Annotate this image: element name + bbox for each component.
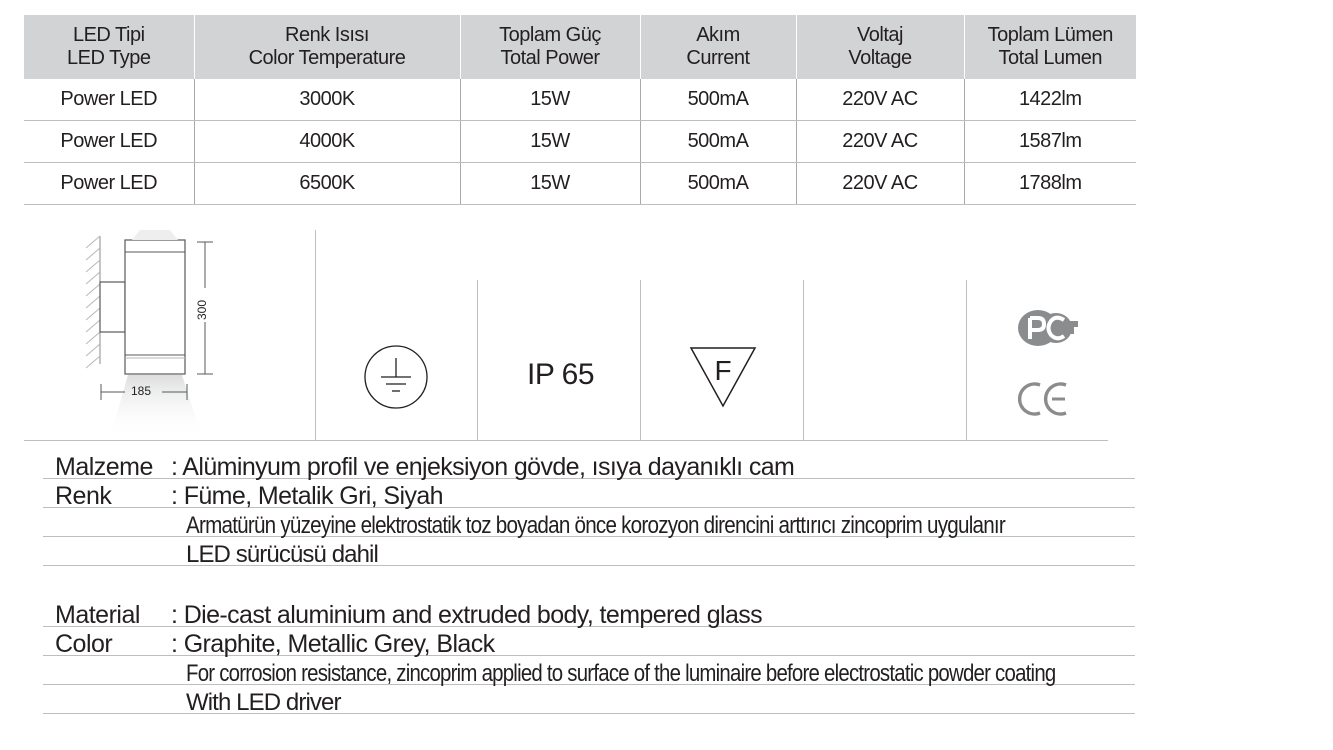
icon-strip-baseline [24, 440, 1108, 441]
cell-total-lumen: 1587lm [964, 121, 1136, 163]
material-value: : Die-cast aluminium and extruded body, tempered glass [171, 601, 763, 629]
header-total-power: Toplam Güç Total Power [460, 15, 640, 79]
cell-led-type: Power LED [24, 121, 194, 163]
color-key: Renk [55, 482, 112, 510]
cell-color-temperature: 4000K [194, 121, 460, 163]
cell-voltage: 220V AC [796, 163, 964, 205]
flammability-letter: F [714, 355, 732, 386]
cell-total-lumen: 1422lm [964, 79, 1136, 121]
cell-led-type: Power LED [24, 163, 194, 205]
table-row [24, 121, 1136, 163]
cell-total-power: 15W [460, 79, 640, 121]
ip-rating-label: IP 65 [527, 358, 595, 391]
header-led-type: LED Tipi LED Type [24, 15, 194, 79]
table-row [24, 163, 1136, 205]
coating-note: Armatürün yüzeyine elektrostatik toz boyadan önce korozyon direncini arttırıcı zincoprim uygulanır [186, 512, 1005, 539]
spec-row-color-en [43, 627, 1135, 656]
cell-current: 500mA [640, 79, 796, 121]
spec-row-note-tr [43, 508, 1135, 537]
cell-color-temperature: 6500K [194, 163, 460, 205]
color-value: : Graphite, Metallic Grey, Black [171, 630, 495, 658]
spec-row-driver-tr [43, 537, 1135, 566]
divider [315, 230, 316, 440]
table-header-row [24, 15, 1136, 79]
cell-total-power: 15W [460, 163, 640, 205]
earth-ground-icon [362, 344, 430, 410]
product-dimension-drawing [80, 228, 230, 440]
header-voltage: Voltaj Voltage [796, 15, 964, 79]
header-current: Akım Current [640, 15, 796, 79]
cell-total-power: 15W [460, 121, 640, 163]
ce-mark-icon [1018, 380, 1074, 418]
material-key: Malzeme [55, 453, 153, 481]
spec-row-material-tr [43, 450, 1135, 479]
spec-row-material-en [43, 598, 1135, 627]
cell-current: 500mA [640, 121, 796, 163]
header-color-temperature: Renk Isısı Color Temperature [194, 15, 460, 79]
coating-note: For corrosion resistance, zincoprim applied to surface of the luminaire before electrostatic powder coating [186, 660, 1056, 687]
divider [477, 280, 478, 440]
spec-table [24, 15, 1136, 205]
material-value: : Alüminyum profil ve enjeksiyon gövde, ısıya dayanıklı cam [171, 453, 795, 481]
divider [966, 280, 967, 440]
cell-voltage: 220V AC [796, 121, 964, 163]
driver-note: With LED driver [186, 689, 341, 716]
cell-total-lumen: 1788lm [964, 163, 1136, 205]
table-row [24, 79, 1136, 121]
driver-note: LED sürücüsü dahil [186, 541, 378, 568]
cell-voltage: 220V AC [796, 79, 964, 121]
divider [803, 280, 804, 440]
header-total-lumen: Toplam Lümen Total Lumen [964, 15, 1136, 79]
color-key: Color [55, 630, 113, 658]
cell-current: 500mA [640, 163, 796, 205]
width-dimension-label: 185 [131, 384, 152, 398]
spec-row-driver-en [43, 685, 1135, 714]
cell-led-type: Power LED [24, 79, 194, 121]
flammable-surface-f-icon [689, 346, 757, 408]
pct-certification-icon [1016, 306, 1080, 350]
color-value: : Füme, Metalik Gri, Siyah [171, 482, 443, 510]
divider [640, 280, 641, 440]
spec-row-note-en [43, 656, 1135, 685]
material-key: Material [55, 601, 140, 629]
cell-color-temperature: 3000K [194, 79, 460, 121]
height-dimension-label: 300 [195, 299, 209, 320]
spec-row-color-tr [43, 479, 1135, 508]
